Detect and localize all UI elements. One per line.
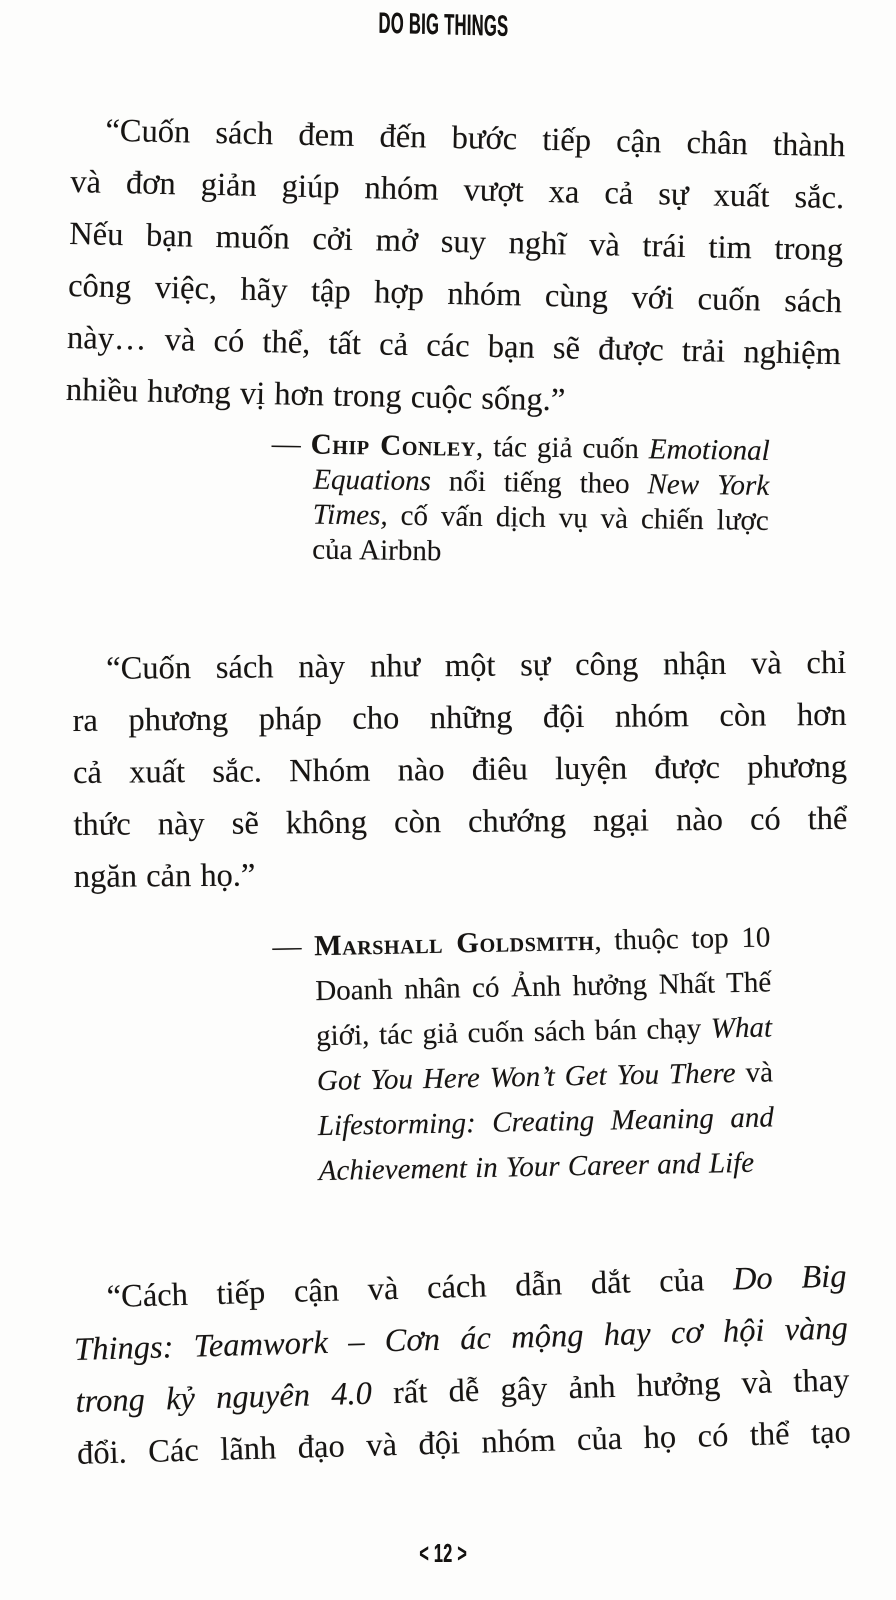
page-number-footer bbox=[0, 1540, 886, 1567]
text-line bbox=[318, 1140, 775, 1194]
plain-text: công việc, hãy tập hợp nhóm cùng với cuốn sách bbox=[67, 267, 843, 321]
text-line bbox=[72, 637, 846, 695]
attribution-chip-conley bbox=[270, 427, 770, 574]
plain-text: ra phương pháp cho những đội nhóm còn hơn bbox=[72, 696, 847, 739]
italic-text: New York bbox=[647, 468, 770, 502]
text-line bbox=[312, 533, 768, 574]
italic-text: Achievement in Your Career and Life bbox=[318, 1146, 755, 1188]
text-line bbox=[73, 741, 847, 799]
small-caps-name: Chip Conley bbox=[310, 428, 477, 463]
plain-text: ngăn cản họ.” bbox=[73, 857, 256, 895]
quote-paragraph-marshall-goldsmith bbox=[72, 637, 848, 903]
attribution-marshall-goldsmith bbox=[272, 915, 775, 1195]
italic-text: Lifestorming: Creating Meaning and bbox=[317, 1101, 775, 1143]
plain-text: “Cách tiếp cận và cách dẫn dắt của bbox=[106, 1261, 734, 1316]
italic-text: Do Big bbox=[732, 1258, 847, 1298]
plain-text: , tác giả cuốn bbox=[475, 430, 650, 466]
plain-text: — bbox=[272, 930, 315, 963]
italic-text: Times, bbox=[312, 498, 388, 532]
plain-text: của Airbnb bbox=[312, 533, 442, 568]
quote-paragraph-chip-conley bbox=[65, 104, 845, 432]
plain-text: giới, tác giả cuốn sách bán chạy bbox=[315, 1012, 712, 1053]
italic-text: Things: Teamwork – Cơn ác mộng hay cơ hội vàng bbox=[73, 1310, 849, 1368]
plain-text: Nếu bạn muốn cởi mở suy nghĩ và trái tim trong bbox=[68, 215, 844, 269]
quote-paragraph-do-big-things bbox=[72, 1250, 852, 1480]
plain-text: “Cuốn sách này như một sự công nhận và chỉ bbox=[106, 644, 847, 687]
text-line bbox=[72, 689, 846, 747]
italic-text: Got You Here Won’t Get You There bbox=[316, 1057, 736, 1098]
plain-text: này… và có thể, tất cả các bạn sẽ được trải nghiệm bbox=[66, 319, 842, 373]
plain-text: cả xuất sắc. Nhóm nào điêu luyện được phương bbox=[72, 748, 848, 791]
plain-text: và đơn giản giúp nhóm vượt xa cả sự xuất sắc. bbox=[69, 163, 845, 217]
text-line bbox=[73, 793, 847, 851]
plain-text: cố vấn dịch vụ và chiến lược bbox=[387, 499, 769, 537]
italic-text: trong kỷ nguyên 4.0 bbox=[75, 1375, 373, 1420]
plain-text: nhiều hương vị hơn trong cuộc sống.” bbox=[65, 371, 566, 419]
plain-text: thức này sẽ không còn chướng ngại nào có thể bbox=[73, 800, 848, 843]
plain-text: rất dễ gây ảnh hưởng và thay bbox=[371, 1362, 850, 1412]
plain-text: “Cuốn sách đem đến bước tiếp cận chân thành bbox=[105, 112, 846, 165]
italic-text: Emotional bbox=[648, 433, 770, 467]
running-header bbox=[0, 6, 886, 44]
text-line bbox=[74, 845, 848, 903]
book-title-header: DO BIG THINGS bbox=[377, 6, 509, 44]
small-caps-name: Marshall Goldsmith bbox=[313, 924, 595, 963]
plain-text: — bbox=[271, 427, 312, 461]
plain-text: nổi tiếng theo bbox=[430, 465, 648, 501]
plain-text: Doanh nhân có Ảnh hưởng Nhất Thế bbox=[314, 966, 772, 1008]
plain-text: , thuộc top 10 bbox=[594, 921, 771, 957]
italic-text: Equations bbox=[313, 463, 432, 498]
italic-text: What bbox=[710, 1011, 773, 1045]
plain-text: và bbox=[735, 1056, 774, 1090]
page-number: < 12 > bbox=[419, 1538, 467, 1568]
plain-text: đổi. Các lãnh đạo và đội nhóm của họ có thể tạo bbox=[76, 1414, 852, 1472]
